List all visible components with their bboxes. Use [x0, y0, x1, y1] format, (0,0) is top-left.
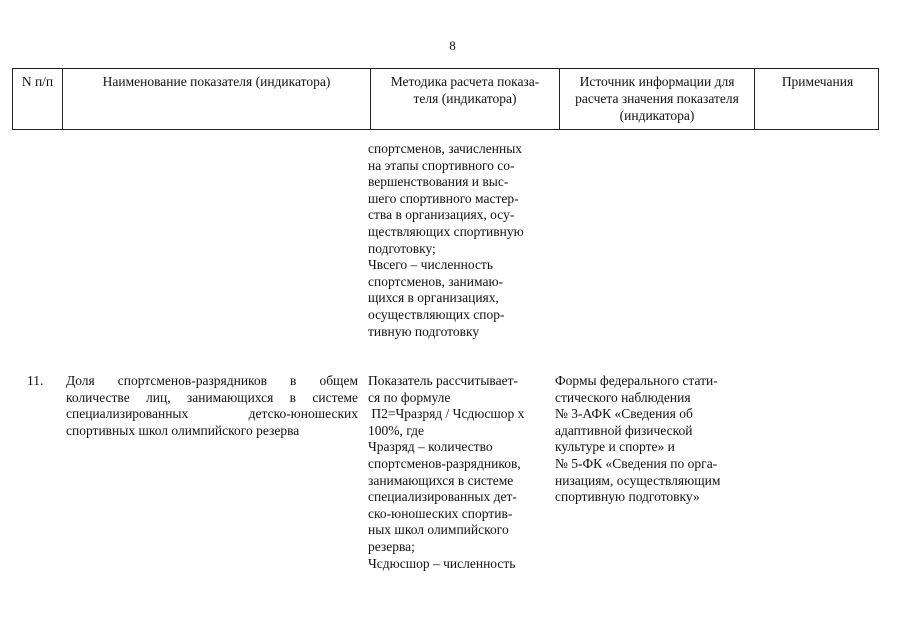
text-line: вершенствования и выс- [368, 174, 509, 190]
text-line: спортсменов-разрядников, [368, 455, 521, 471]
text-line: адаптивной физической [555, 422, 693, 438]
text-line: ся по формуле [368, 389, 451, 405]
text-line: ства в организациях, осу- [368, 207, 515, 223]
indicator-source [555, 373, 745, 506]
header-source-line: Источник информации для [579, 74, 735, 89]
text-line: ществляющих спортивную [368, 223, 524, 239]
text-line: Чразряд – количество [368, 439, 493, 455]
text-line: подготовку; [368, 240, 436, 256]
text-line: 100%, где [368, 422, 424, 438]
text-line: ско-юношеских спортив- [368, 505, 513, 521]
text-line: на этапы спортивного со- [368, 157, 515, 173]
text-line: Доля спортсменов-разрядников в общем [66, 373, 358, 388]
header-method-line: теля (индикатора) [413, 91, 517, 106]
indicator-method [368, 373, 550, 572]
text-line: № 3-АФК «Сведения об [555, 406, 693, 422]
header-notes: Примечания [781, 74, 854, 89]
text-line: резерва; [368, 538, 415, 554]
text-line: Формы федерального стати- [555, 373, 718, 388]
header-source [560, 69, 755, 129]
text-line: культуре и спорте» и [555, 439, 675, 455]
formula-line: П2=Чразряд / Чсдюсшор х [368, 406, 525, 422]
text-line: занимающихся в системе [368, 472, 514, 488]
header-indicator-name: Наименование показателя (индикатора) [63, 69, 371, 129]
indicator-name [66, 373, 358, 439]
header-source-line: (индикатора) [619, 108, 695, 123]
text-line: ных школ олимпийского [368, 522, 509, 538]
row-number: 11. [27, 373, 44, 388]
page-number: 8 [449, 38, 456, 53]
text-line: щихся в организациях, [368, 290, 499, 306]
text-line: тивную подготовку [368, 323, 480, 339]
text-line: № 5-ФК «Сведения по орга- [555, 455, 718, 471]
text-line: специализированных дет- [368, 489, 517, 505]
header-method [371, 69, 560, 129]
text-line: спортсменов, занимаю- [368, 273, 504, 289]
continued-method-text [368, 141, 550, 340]
header-number: N п/п [13, 69, 63, 129]
text-line: спортивную подготовку» [555, 489, 700, 505]
header-source-line: расчета значения показателя [575, 91, 739, 106]
text-line: шего спортивного мастер- [368, 190, 519, 206]
text-line: стического наблюдения [555, 389, 691, 405]
header-method-line: Методика расчета показа- [390, 74, 540, 89]
text-line: спортивных школ олимпийского резерва [66, 422, 300, 438]
text-line: спортсменов, зачисленных [368, 141, 523, 156]
text-line: низациям, осуществляющим [555, 472, 721, 488]
text-line: осуществляющих спор- [368, 306, 505, 322]
text-line: Чвсего – численность [368, 257, 493, 273]
table-header [12, 68, 879, 130]
text-line: количестве лиц, занимающихся в системе [66, 389, 358, 405]
text-line: специализированных детско-юношеских [66, 406, 358, 422]
text-line: Чсдюсшор – численность [368, 555, 516, 571]
text-line: Показатель рассчитывает- [368, 373, 518, 388]
